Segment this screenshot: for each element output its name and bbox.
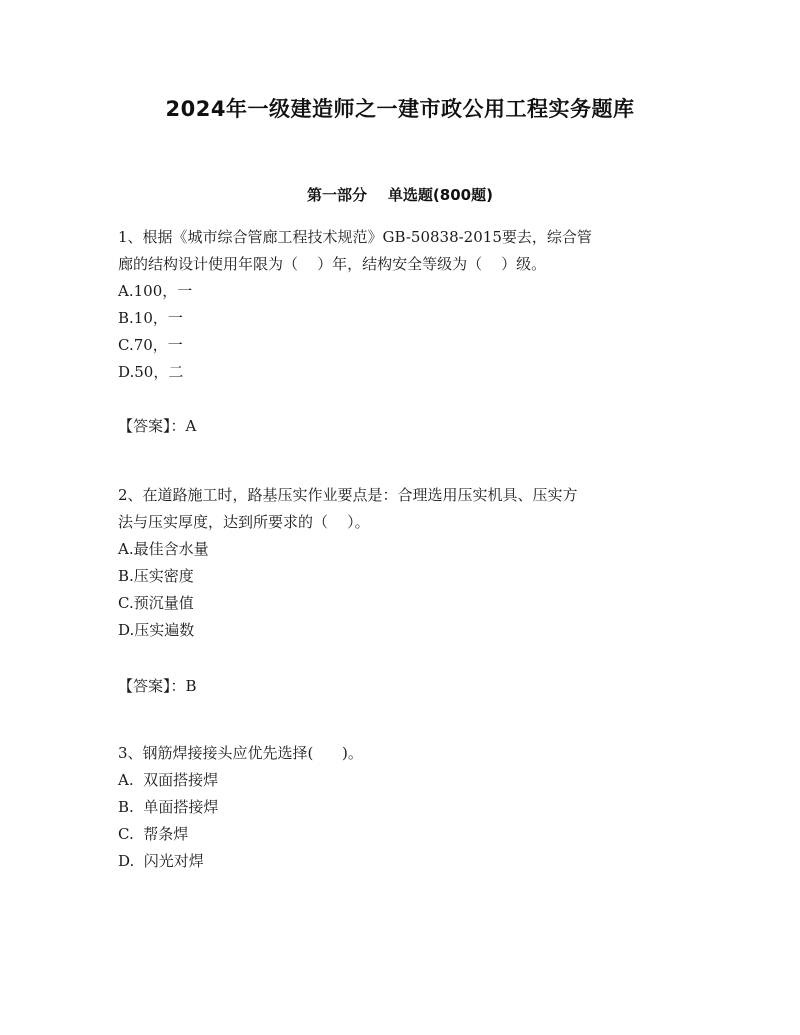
question-1-option-c: C.70，一 xyxy=(118,336,183,354)
question-2-option-a: A.最佳含水量 xyxy=(118,540,209,558)
question-1-option-b: B.10，一 xyxy=(118,309,183,327)
question-2-option-b: B.压实密度 xyxy=(118,567,194,585)
question-2-stem-line-1: 2、在道路施工时，路基压实作业要点是：合理选用压实机具、压实方 xyxy=(118,486,578,504)
question-2-stem-line-2: 法与压实厚度，达到所要求的（ ）。 xyxy=(118,513,370,531)
document-title: 2024年一级建造师之一建市政公用工程实务题库 xyxy=(165,97,635,121)
question-1-answer: 【答案】：A xyxy=(118,417,197,435)
question-2-answer: 【答案】：B xyxy=(118,677,197,695)
question-3-stem: 3、钢筋焊接接头应优先选择( )。 xyxy=(118,744,363,762)
question-1-option-a: A.100，一 xyxy=(118,282,193,300)
question-3-option-c: C. 帮条焊 xyxy=(118,825,189,843)
question-3-option-d: D. 闪光对焊 xyxy=(118,852,204,870)
question-1-stem-line-1: 1、根据《城市综合管廊工程技术规范》GB-50838-2015要去，综合管 xyxy=(118,228,592,246)
question-3-option-b: B. 单面搭接焊 xyxy=(118,798,219,816)
question-1-option-d: D.50，二 xyxy=(118,363,184,381)
question-3-option-a: A. 双面搭接焊 xyxy=(118,771,219,789)
question-2-option-c: C.预沉量值 xyxy=(118,594,194,612)
question-1-stem-line-2: 廊的结构设计使用年限为（ ）年，结构安全等级为（ ）级。 xyxy=(118,255,547,273)
question-2-option-d: D.压实遍数 xyxy=(118,621,195,639)
section-heading: 第一部分 单选题(800题) xyxy=(307,186,493,204)
